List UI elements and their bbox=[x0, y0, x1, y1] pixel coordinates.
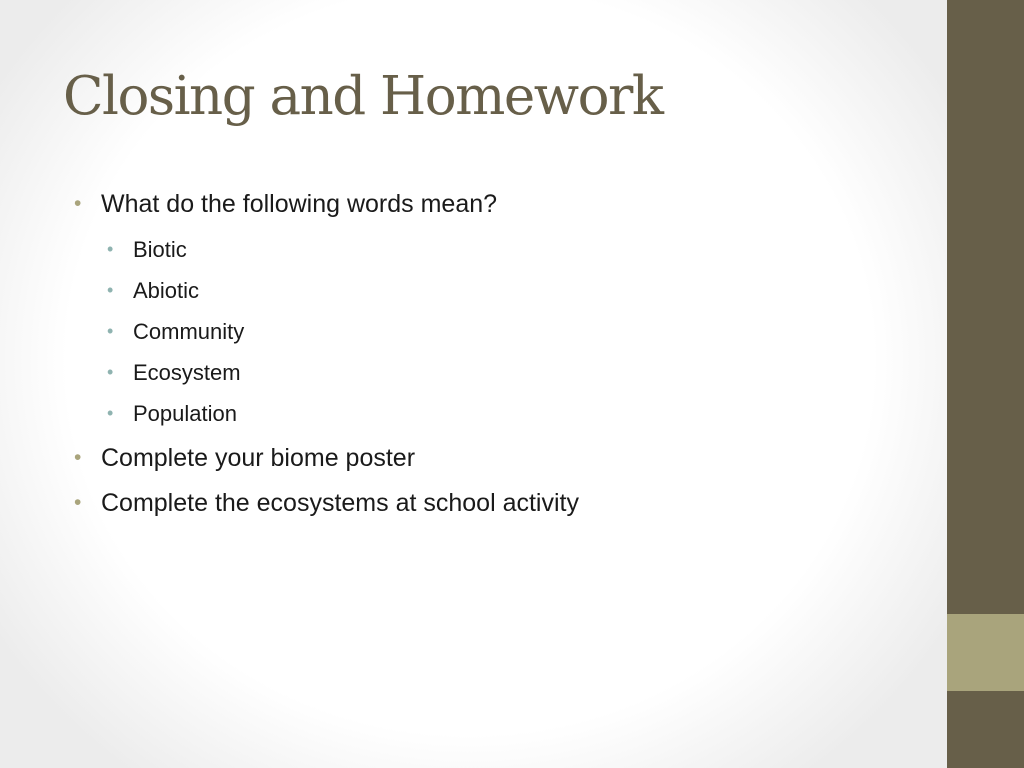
bullet-item bbox=[74, 438, 934, 478]
sub-bullet-text: Biotic bbox=[133, 237, 187, 262]
sub-bullet-icon: • bbox=[107, 239, 114, 259]
bullet-text: What do the following words mean? bbox=[101, 190, 498, 218]
bullet-item bbox=[74, 483, 934, 523]
sub-bullet-list bbox=[74, 229, 934, 434]
sub-bullet-icon: • bbox=[107, 362, 114, 382]
sub-bullet-icon: • bbox=[107, 280, 114, 300]
bullet-text: Complete the ecosystems at school activity bbox=[101, 489, 579, 517]
bullet-icon: • bbox=[74, 192, 82, 215]
sub-bullet-text: Abiotic bbox=[133, 278, 200, 303]
bullet-text: Complete your biome poster bbox=[101, 444, 416, 472]
bullet-list bbox=[74, 184, 934, 528]
sub-bullet-item bbox=[74, 352, 934, 393]
sub-bullet-item bbox=[74, 311, 934, 352]
sub-bullet-icon: • bbox=[107, 403, 114, 423]
bullet-icon: • bbox=[74, 446, 82, 469]
sub-bullet-icon: • bbox=[107, 321, 114, 341]
sub-bullet-item bbox=[74, 270, 934, 311]
sub-bullet-text: Community bbox=[133, 319, 245, 344]
sub-bullet-group bbox=[74, 229, 934, 434]
sub-bullet-item bbox=[74, 393, 934, 434]
decorative-side-accent bbox=[947, 614, 1024, 691]
sub-bullet-text: Population bbox=[133, 401, 237, 426]
sub-bullet-text: Ecosystem bbox=[133, 360, 241, 385]
slide-title: Closing and Homework bbox=[63, 66, 663, 127]
bullet-icon: • bbox=[74, 491, 82, 514]
bullet-item bbox=[74, 184, 934, 224]
sub-bullet-item bbox=[74, 229, 934, 270]
